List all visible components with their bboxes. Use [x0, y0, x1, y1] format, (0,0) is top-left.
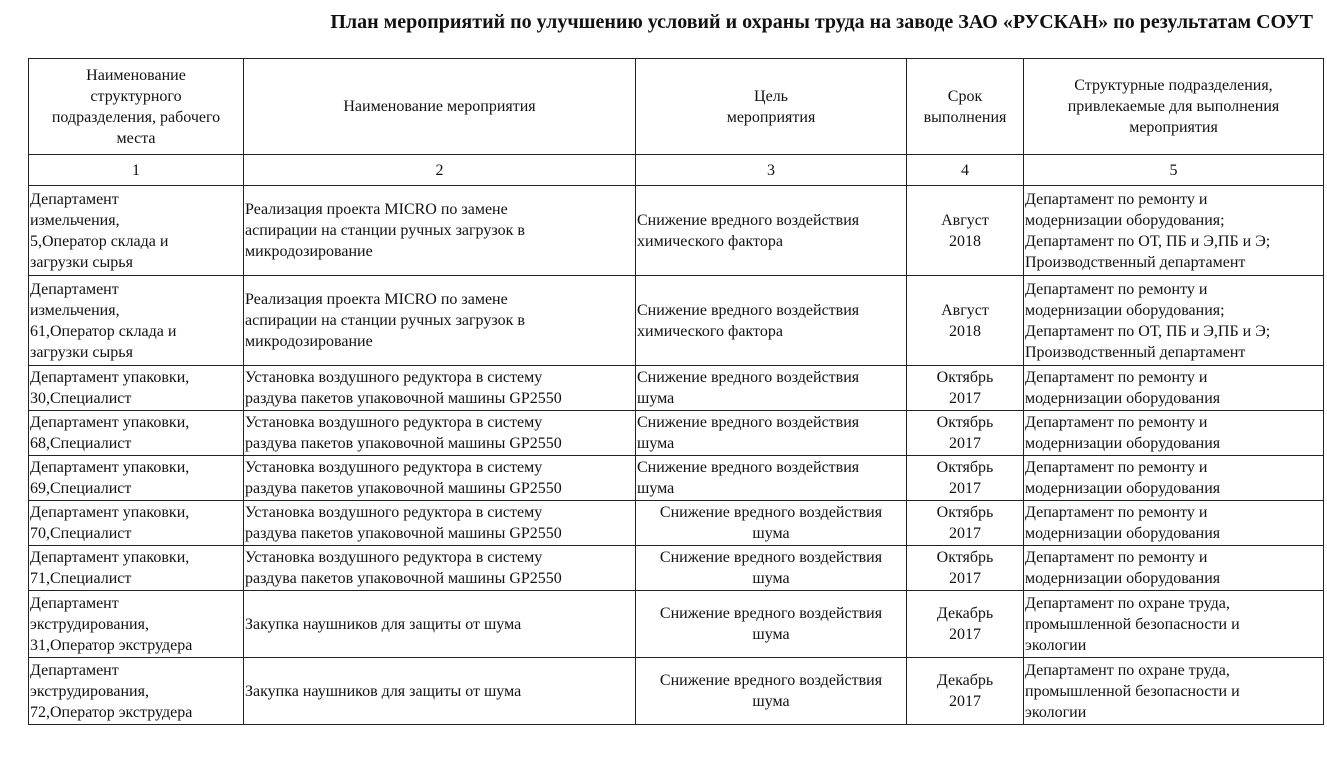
cell-goal: [636, 366, 907, 411]
cell-measure: [244, 411, 636, 456]
table-header-row: [29, 59, 1324, 155]
cell-text-line: раздува пакетов упаковочной машины GP2550: [245, 435, 562, 452]
cell-text-line: 2017: [949, 525, 981, 542]
cell-text-line: Департамент: [30, 280, 119, 298]
cell-text-line: места: [116, 129, 156, 147]
cell-text-line: 2017: [949, 435, 981, 452]
cell-text-line: Октябрь: [936, 504, 994, 521]
cell-text-line: Декабрь: [936, 605, 994, 622]
cell-text-line: Цель: [754, 87, 788, 105]
cell-text-line: Установка воздушного редуктора в систему: [245, 459, 543, 476]
cell-text-line: Декабрь: [936, 672, 994, 689]
table-row: [29, 501, 1324, 546]
cell-unit: [29, 658, 244, 725]
cell-text-line: 30,Специалист: [30, 390, 132, 407]
cell-text-line: Установка воздушного редуктора в систему: [245, 369, 543, 386]
cell-text-line: Департамент по ремонту и: [1025, 280, 1208, 298]
table-row: [29, 456, 1324, 501]
cell-text-line: привлекаемые для выполнения: [1067, 98, 1280, 115]
cell-unit: [29, 591, 244, 658]
column-number: 1: [29, 155, 244, 186]
cell-text-line: Департамент по ремонту и: [1025, 459, 1208, 476]
cell-text-line: Департамент упаковки,: [30, 414, 190, 431]
cell-text-line: Август: [941, 211, 989, 229]
cell-text-line: 69,Специалист: [30, 480, 132, 497]
cell-text-line: 68,Специалист: [30, 435, 132, 452]
cell-departments: [1024, 186, 1324, 276]
cell-text-line: Реализация проекта MICRO по замене: [245, 201, 508, 218]
cell-text-line: Снижение вредного воздействия: [637, 369, 860, 386]
cell-text-line: Закупка наушников для защиты от шума: [245, 615, 522, 633]
cell-departments: [1024, 658, 1324, 725]
cell-term: [907, 456, 1024, 501]
cell-text-line: экструдирования,: [30, 682, 149, 700]
cell-text-line: Реализация проекта MICRO по замене: [245, 291, 508, 308]
column-header-term: [907, 59, 1024, 155]
cell-text-line: Установка воздушного редуктора в систему: [245, 414, 543, 431]
cell-unit: [29, 546, 244, 591]
cell-text-line: Департамент по ОТ, ПБ и Э,ПБ и Э;: [1025, 232, 1271, 250]
cell-text-line: Снижение вредного воздействия: [659, 504, 883, 521]
cell-text-line: шума: [752, 626, 790, 643]
cell-text-line: Департамент упаковки,: [30, 504, 190, 521]
cell-text-line: шума: [637, 435, 675, 452]
cell-goal: [636, 411, 907, 456]
cell-text-line: Департамент по ремонту и: [1025, 414, 1208, 431]
cell-text-line: Департамент по ОТ, ПБ и Э,ПБ и Э;: [1025, 322, 1271, 340]
document-title: План мероприятий по улучшению условий и охраны труда на заводе ЗАО «РУСКАН» по результатам СОУТ: [330, 11, 1313, 33]
cell-text-line: Производственный департамент: [1025, 253, 1246, 271]
cell-departments: [1024, 591, 1324, 658]
cell-text-line: химического фактора: [637, 322, 783, 340]
cell-text-line: экструдирования,: [30, 615, 149, 633]
cell-text-line: Департамент упаковки,: [30, 549, 190, 566]
column-number: 4: [907, 155, 1024, 186]
cell-text-line: мероприятия: [726, 108, 816, 126]
cell-goal: [636, 456, 907, 501]
cell-departments: [1024, 546, 1324, 591]
cell-text-line: аспирации на станции ручных загрузок в: [245, 222, 525, 239]
cell-goal: [636, 591, 907, 658]
cell-text-line: модернизации оборудования: [1025, 525, 1221, 542]
cell-text-line: Снижение вредного воздействия: [637, 211, 860, 229]
column-number: 5: [1024, 155, 1324, 186]
cell-departments: [1024, 366, 1324, 411]
cell-text-line: структурного: [90, 87, 182, 105]
cell-text-line: 2018: [949, 232, 981, 250]
table-row: [29, 591, 1324, 658]
cell-text-line: Наименование: [86, 66, 186, 84]
cell-text-line: химического фактора: [637, 232, 783, 250]
cell-term: [907, 366, 1024, 411]
cell-text-line: 70,Специалист: [30, 525, 132, 542]
cell-text-line: подразделения, рабочего: [51, 108, 221, 126]
cell-measure: [244, 186, 636, 276]
cell-text-line: Установка воздушного редуктора в систему: [245, 504, 543, 521]
cell-text-line: Департамент упаковки,: [30, 459, 190, 476]
cell-text-line: Департамент: [30, 661, 119, 679]
cell-measure: [244, 456, 636, 501]
cell-measure: [244, 501, 636, 546]
cell-unit: [29, 186, 244, 276]
cell-text-line: Департамент по ремонту и: [1025, 504, 1208, 521]
cell-text-line: Производственный департамент: [1025, 343, 1246, 361]
cell-measure: [244, 546, 636, 591]
cell-text-line: Снижение вредного воздействия: [637, 301, 860, 319]
cell-text-line: загрузки сырья: [30, 253, 133, 271]
cell-text-line: Октябрь: [936, 459, 994, 476]
cell-text-line: Департамент: [30, 190, 119, 208]
cell-text-line: Установка воздушного редуктора в систему: [245, 549, 543, 566]
cell-text-line: Департамент по ремонту и: [1025, 190, 1208, 208]
cell-text-line: модернизации оборудования: [1025, 435, 1221, 452]
table-row: [29, 276, 1324, 366]
column-header-unit: [29, 59, 244, 155]
column-number-row: [29, 155, 1324, 186]
cell-departments: [1024, 501, 1324, 546]
cell-text-line: Департамент по ремонту и: [1025, 549, 1208, 566]
column-header-goal: [636, 59, 907, 155]
table-row: [29, 546, 1324, 591]
column-header-departments: [1024, 59, 1324, 155]
cell-text-line: шума: [637, 480, 675, 497]
table-row: [29, 366, 1324, 411]
cell-unit: [29, 276, 244, 366]
plan-table: [28, 58, 1324, 725]
cell-goal: [636, 186, 907, 276]
cell-term: [907, 591, 1024, 658]
cell-term: [907, 546, 1024, 591]
cell-text-line: аспирации на станции ручных загрузок в: [245, 312, 525, 329]
cell-text-line: 2017: [949, 693, 981, 710]
cell-unit: [29, 366, 244, 411]
cell-text-line: Октябрь: [936, 549, 994, 566]
cell-text-line: раздува пакетов упаковочной машины GP2550: [245, 390, 562, 407]
cell-text-line: шума: [637, 390, 675, 407]
cell-term: [907, 658, 1024, 725]
cell-measure: [244, 591, 636, 658]
cell-text-line: 2017: [949, 480, 981, 497]
column-number: 3: [636, 155, 907, 186]
cell-text-line: Октябрь: [936, 369, 994, 386]
cell-text-line: 72,Оператор экструдера: [30, 703, 193, 721]
cell-text-line: экологии: [1025, 703, 1087, 721]
cell-text-line: 5,Оператор склада и: [30, 232, 169, 250]
cell-text-line: 31,Оператор экструдера: [30, 636, 193, 654]
cell-text-line: модернизации оборудования;: [1025, 211, 1225, 229]
cell-text-line: Департамент по охране труда,: [1025, 594, 1230, 612]
cell-text-line: Наименование мероприятия: [343, 98, 536, 115]
cell-text-line: загрузки сырья: [30, 343, 133, 361]
cell-text-line: модернизации оборудования: [1025, 390, 1221, 407]
cell-text-line: раздува пакетов упаковочной машины GP2550: [245, 525, 562, 542]
cell-departments: [1024, 276, 1324, 366]
cell-unit: [29, 456, 244, 501]
cell-measure: [244, 366, 636, 411]
cell-text-line: Департамент по охране труда,: [1025, 661, 1230, 679]
cell-text-line: 2017: [949, 626, 981, 643]
column-header-measure: [244, 59, 636, 155]
cell-text-line: выполнения: [923, 108, 1007, 126]
cell-text-line: Структурные подразделения,: [1074, 77, 1273, 94]
cell-term: [907, 411, 1024, 456]
cell-text-line: микродозирование: [245, 243, 373, 260]
cell-text-line: Департамент: [30, 594, 119, 612]
cell-text-line: 71,Специалист: [30, 570, 132, 587]
cell-text-line: Снижение вредного воздействия: [637, 459, 860, 476]
cell-unit: [29, 501, 244, 546]
cell-text-line: шума: [752, 525, 790, 542]
cell-unit: [29, 411, 244, 456]
cell-text-line: Департамент упаковки,: [30, 369, 190, 386]
cell-text-line: шума: [752, 693, 790, 710]
cell-text-line: 61,Оператор склада и: [30, 322, 177, 340]
cell-term: [907, 501, 1024, 546]
cell-text-line: модернизации оборудования: [1025, 480, 1221, 497]
cell-text-line: 2017: [949, 390, 981, 407]
cell-text-line: мероприятия: [1129, 119, 1218, 136]
cell-text-line: Снижение вредного воздействия: [659, 605, 883, 622]
cell-text-line: модернизации оборудования: [1025, 570, 1221, 587]
cell-departments: [1024, 411, 1324, 456]
cell-text-line: Срок: [947, 87, 983, 105]
cell-text-line: 2017: [949, 570, 981, 587]
cell-text-line: 2018: [949, 322, 981, 340]
cell-text-line: промышленной безопасности и: [1025, 615, 1240, 633]
cell-text-line: Август: [941, 301, 989, 319]
cell-departments: [1024, 456, 1324, 501]
cell-text-line: экологии: [1025, 636, 1087, 654]
cell-text-line: шума: [752, 570, 790, 587]
cell-text-line: измельчения,: [30, 301, 120, 319]
cell-text-line: Октябрь: [936, 414, 994, 431]
cell-term: [907, 186, 1024, 276]
cell-measure: [244, 276, 636, 366]
cell-text-line: раздува пакетов упаковочной машины GP2550: [245, 480, 562, 497]
cell-text-line: модернизации оборудования;: [1025, 301, 1225, 319]
table-row: [29, 658, 1324, 725]
cell-text-line: раздува пакетов упаковочной машины GP2550: [245, 570, 562, 587]
cell-goal: [636, 658, 907, 725]
cell-text-line: измельчения,: [30, 211, 120, 229]
cell-goal: [636, 276, 907, 366]
cell-goal: [636, 546, 907, 591]
cell-text-line: Снижение вредного воздействия: [659, 549, 883, 566]
table-row: [29, 186, 1324, 276]
cell-text-line: Закупка наушников для защиты от шума: [245, 682, 522, 700]
cell-goal: [636, 501, 907, 546]
table-row: [29, 411, 1324, 456]
cell-text-line: Снижение вредного воздействия: [637, 414, 860, 431]
cell-measure: [244, 658, 636, 725]
cell-text-line: Снижение вредного воздействия: [659, 672, 883, 689]
cell-text-line: Департамент по ремонту и: [1025, 369, 1208, 386]
column-number: 2: [244, 155, 636, 186]
cell-text-line: микродозирование: [245, 333, 373, 350]
cell-text-line: промышленной безопасности и: [1025, 682, 1240, 700]
table-body: [29, 186, 1324, 725]
cell-term: [907, 276, 1024, 366]
